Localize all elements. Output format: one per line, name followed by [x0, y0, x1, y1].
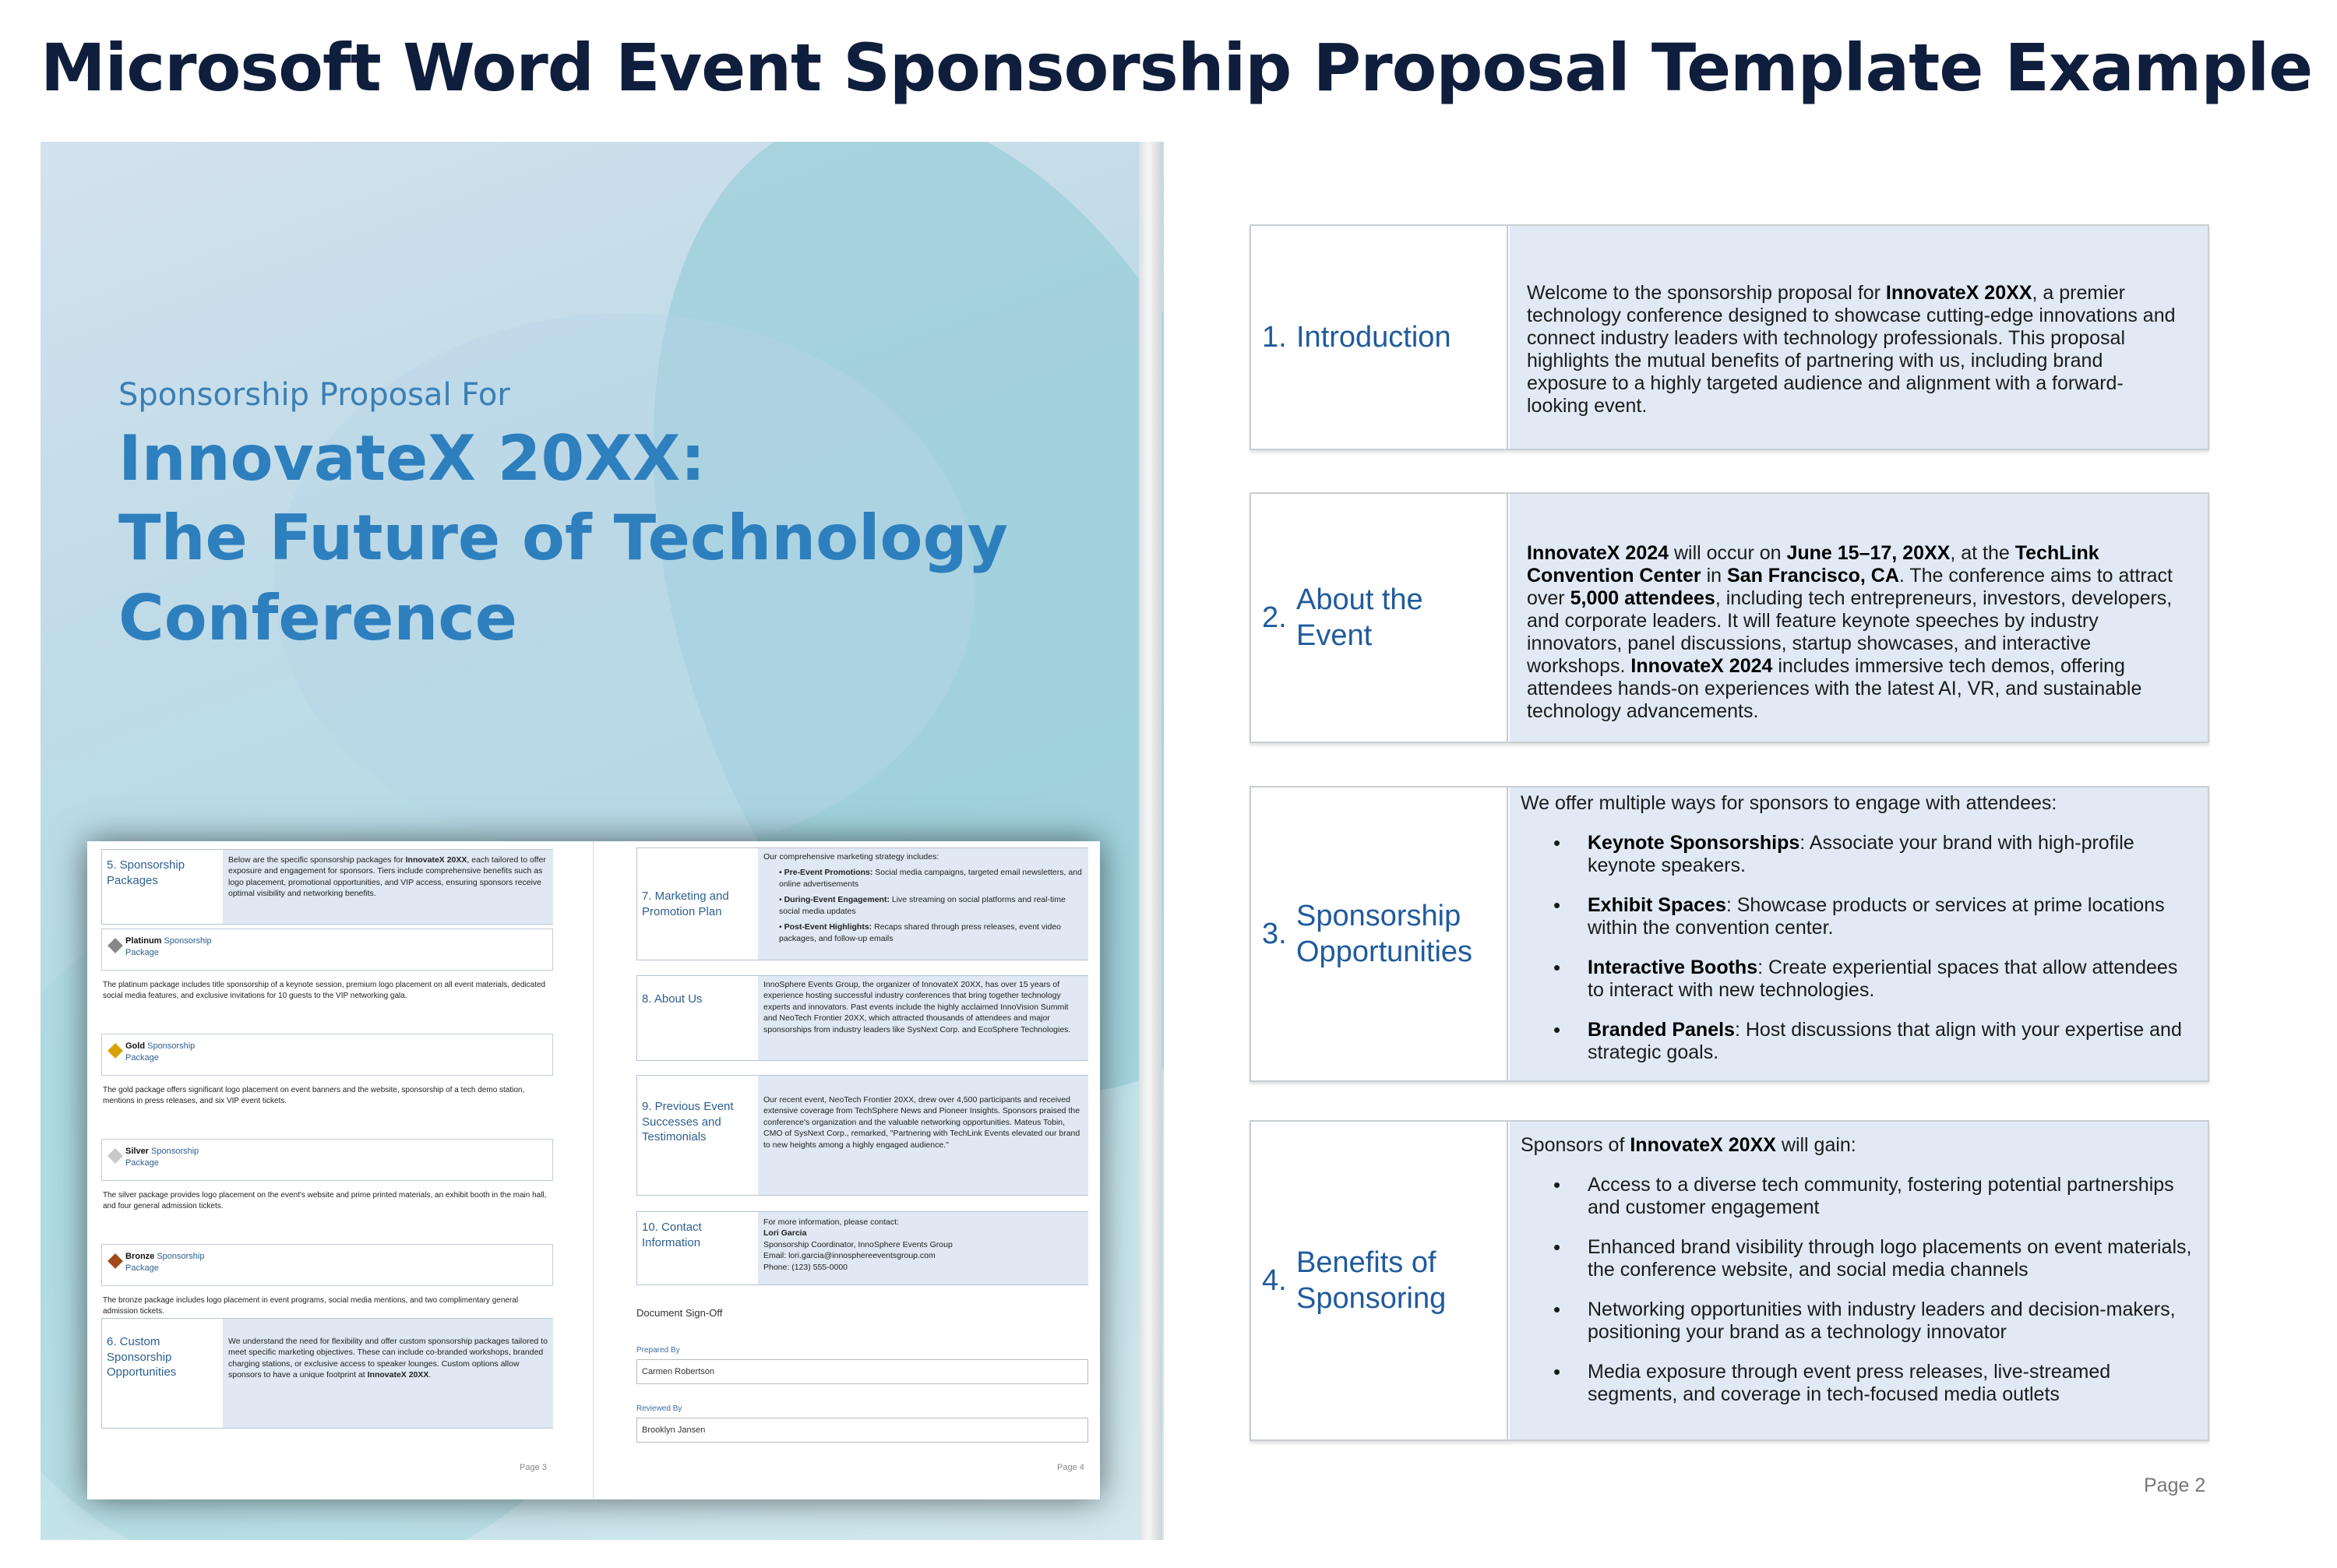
section-label: 3. Sponsorship Opportunities: [1251, 788, 1508, 1080]
section-7-box: [636, 847, 1088, 960]
silver-package-row: [101, 1139, 553, 1181]
opportunities-list: [1521, 832, 2194, 1064]
list-item: • Branded Panels: Host discussions that align with your expertise and strategic goals.: [1521, 1019, 2194, 1064]
section-6-body: We understand the need for flexibility and offer custom sponsorship packages tailored to meet specific marketing objectives. These can include co-branded workshops, branded charging stations, or exclusive access to speaker lounges. Custom options allow sponsors to have a unique footprint at InnovateX 20XX.: [228, 1337, 548, 1380]
thumbnail-page-number: Page 3: [520, 1463, 547, 1472]
cover-title-line: The Future of Technology: [118, 502, 1008, 574]
section-8-body: InnoSphere Events Group, the organizer of InnovateX 20XX, has over 15 years of experience hosting successful industry conferences that bring together technology experts and innovators. Past events include the highly acclaimed InnoVision Summit and NeoTech Frontier 20XX, which attracted thousands of attendees and major sponsorships from industry leaders like SysNext Corp. and EcoSphere Technologies.: [763, 980, 1071, 1034]
list-item: • Interactive Booths: Create experiential spaces that allow attendees to interact with new technologies.: [1521, 957, 2194, 1002]
inner-pages-thumbnail: [87, 841, 1100, 1499]
section-9-body: Our recent event, NeoTech Frontier 20XX, drew over 4,500 participants and received extensive coverage from TechSphere News and Pioneer Insights. Sponsors praised the conference's organization and the valuable networking opportunities. Mateus Tobin, CMO of SysNext Corp., remarked, "Partnering with TechLink Events elevated our brand to new heights among a highly engaged audience.": [763, 1095, 1080, 1150]
platinum-package-text: The platinum package includes title sponsorship of a keynote session, premium logo placement on all event materials, dedicated social media features, and exclusive invitations for 10 guests to the VIP networking gala.: [103, 981, 546, 1000]
section-6-box: [101, 1318, 553, 1429]
section-about-event: [1250, 492, 2209, 743]
section-10-box: [636, 1211, 1088, 1285]
section-5-body: Below are the specific sponsorship packages for InnovateX 20XX, each tailored to offer exposure and engagement for sponsors. Tiers include comprehensive benefits such as logo placement, promotional opportunities, and VIP access, ensuring sponsors receive optimal visibility and networking benefits.: [228, 855, 546, 899]
section-body: Welcome to the sponsorship proposal for InnovateX 20XX, a premier technology conference designed to showcase cutting-edge innovations and connect industry leaders with technology professionals. This proposal highlights the mutual benefits of partnering with us, including brand exposure to a highly targeted audience and alignment with a forward-looking event.: [1510, 226, 2208, 449]
diamond-icon: [108, 1148, 123, 1164]
benefits-list: [1521, 1174, 2194, 1406]
section-7-label: 7. Marketing and Promotion Plan: [642, 890, 729, 918]
prepared-by-label: Prepared By: [636, 1346, 680, 1355]
platinum-package-label: Platinum Sponsorship Package: [125, 936, 212, 957]
cover-kicker: Sponsorship Proposal For: [118, 377, 510, 413]
sign-off-heading: Document Sign-Off: [636, 1307, 723, 1319]
section-5-label: 5. Sponsorship Packages: [107, 858, 185, 887]
gold-package-row: [101, 1034, 553, 1076]
section-6-label: 6. Custom Sponsorship Opportunities: [107, 1335, 177, 1379]
list-item: • Access to a diverse tech community, fostering potential partnerships and customer engagement: [1521, 1174, 2194, 1219]
platinum-package-row: [101, 928, 553, 971]
section-body: We offer multiple ways for sponsors to engage with attendees: • Keynote Sponsorships: Associate your brand with high-profile keynote speakers. • Exhibit Spaces: Showcase products or services at prime locations within the convention center. • Interactive Booths: Create experiential spaces that allow attendees to interact with new technologies. • Branded Panels: Host discussions that align with your expertise and strategic goals.: [1510, 788, 2208, 1080]
section-introduction: [1250, 224, 2209, 450]
section-sponsorship-opportunities: [1250, 786, 2209, 1082]
thumbnail-page-number: Page 4: [1057, 1463, 1084, 1472]
page-title: Microsoft Word Event Sponsorship Proposal Template Example: [41, 30, 2313, 106]
section-body: Sponsors of InnovateX 20XX will gain: • Access to a diverse tech community, fostering potential partnerships and customer engagement • Enhanced brand visibility through logo placements on event materials, the conference website, and social media channels • Networking opportunities with industry leaders and decision-makers, positioning your brand as a technology innovator • Media exposure through event press releases, live-streamed segments, and coverage in tech-focused media outlets: [1510, 1122, 2208, 1439]
section-label: 4. Benefits of Sponsoring: [1251, 1122, 1508, 1439]
thumbnail-page-3: [87, 841, 594, 1499]
prepared-by-field: Carmen Robertson: [636, 1359, 1088, 1384]
page-gutter: [1139, 142, 1162, 1540]
list-item: • Media exposure through event press releases, live-streamed segments, and coverage in tech-focused media outlets: [1521, 1361, 2194, 1406]
section-benefits: [1250, 1120, 2209, 1441]
page-number: Page 2: [2144, 1475, 2206, 1496]
section-5-box: [101, 849, 553, 925]
bronze-package-label: Bronze Sponsorship Package: [125, 1252, 205, 1273]
section-9-box: [636, 1075, 1088, 1196]
bronze-package-row: [101, 1244, 553, 1286]
gold-package-text: The gold package offers significant logo placement on event banners and the website, sponsorship of a tech demo station, mentions in press releases, and six VIP event tickets.: [103, 1086, 525, 1105]
list-item: • Keynote Sponsorships: Associate your brand with high-profile keynote speakers.: [1521, 832, 2194, 877]
list-item: • Networking opportunities with industry leaders and decision-makers, positioning your brand as a technology innovator: [1521, 1298, 2194, 1344]
list-item: • Exhibit Spaces: Showcase products or services at prime locations within the convention center.: [1521, 894, 2194, 939]
thumbnail-page-4: [594, 841, 1100, 1499]
section-8-label: 8. About Us: [642, 992, 703, 1006]
list-item: • Enhanced brand visibility through logo placements on event materials, the conference website, and social media channels: [1521, 1236, 2194, 1281]
section-label: 1. Introduction: [1251, 226, 1508, 449]
cover-title-line: Conference: [118, 582, 518, 654]
section-label: 2. About the Event: [1251, 494, 1508, 742]
cover-title-line: InnovateX 20XX:: [118, 422, 706, 495]
diamond-icon: [108, 1253, 123, 1269]
bronze-package-text: The bronze package includes logo placement in event programs, social media mentions, and two complimentary general admission tickets.: [103, 1296, 519, 1316]
diamond-icon: [108, 1043, 123, 1059]
section-body: InnovateX 2024 will occur on June 15–17, 20XX, at the TechLink Convention Center in San Francisco, CA. The conference aims to attract over 5,000 attendees, including tech entrepreneurs, investors, developers, and corporate leaders. It will feature keynote speeches by industry innovators, panel discussions, startup showcases, and interactive workshops. InnovateX 2024 includes immersive tech demos, offering attendees hands-on experiences with the latest AI, VR, and sustainable technology advancements.: [1510, 494, 2208, 742]
section-7-body: Our comprehensive marketing strategy includes: • Pre-Event Promotions: Social media campaigns, targeted email newsletters, and online advertisements • During-Event Engagement: Live streaming on social platforms and real-time social media updates • Post-Event Highlights: Recaps shared through press releases, event video packages, and follow-up emails: [763, 852, 1082, 943]
diamond-icon: [108, 938, 123, 953]
section-9-label: 9. Previous Event Successes and Testimonials: [642, 1100, 734, 1143]
section-10-body: For more information, please contact: Lori Garcia Sponsorship Coordinator, InnoSphere Events Group Email: lori.garcia@innosphereeventsgroup.com Phone: (123) 555-0000: [763, 1217, 953, 1272]
silver-package-text: The silver package provides logo placement on the event's website and prime printed materials, an exhibit booth in the main hall, and four general admission tickets.: [103, 1191, 547, 1210]
cover-page: [41, 142, 1164, 1540]
gold-package-label: Gold Sponsorship Package: [125, 1041, 196, 1062]
section-10-label: 10. Contact Information: [642, 1221, 702, 1249]
silver-package-label: Silver Sponsorship Package: [125, 1147, 199, 1168]
reviewed-by-field: Brooklyn Jansen: [636, 1418, 1088, 1443]
section-8-box: [636, 975, 1088, 1061]
reviewed-by-label: Reviewed By: [636, 1404, 682, 1413]
